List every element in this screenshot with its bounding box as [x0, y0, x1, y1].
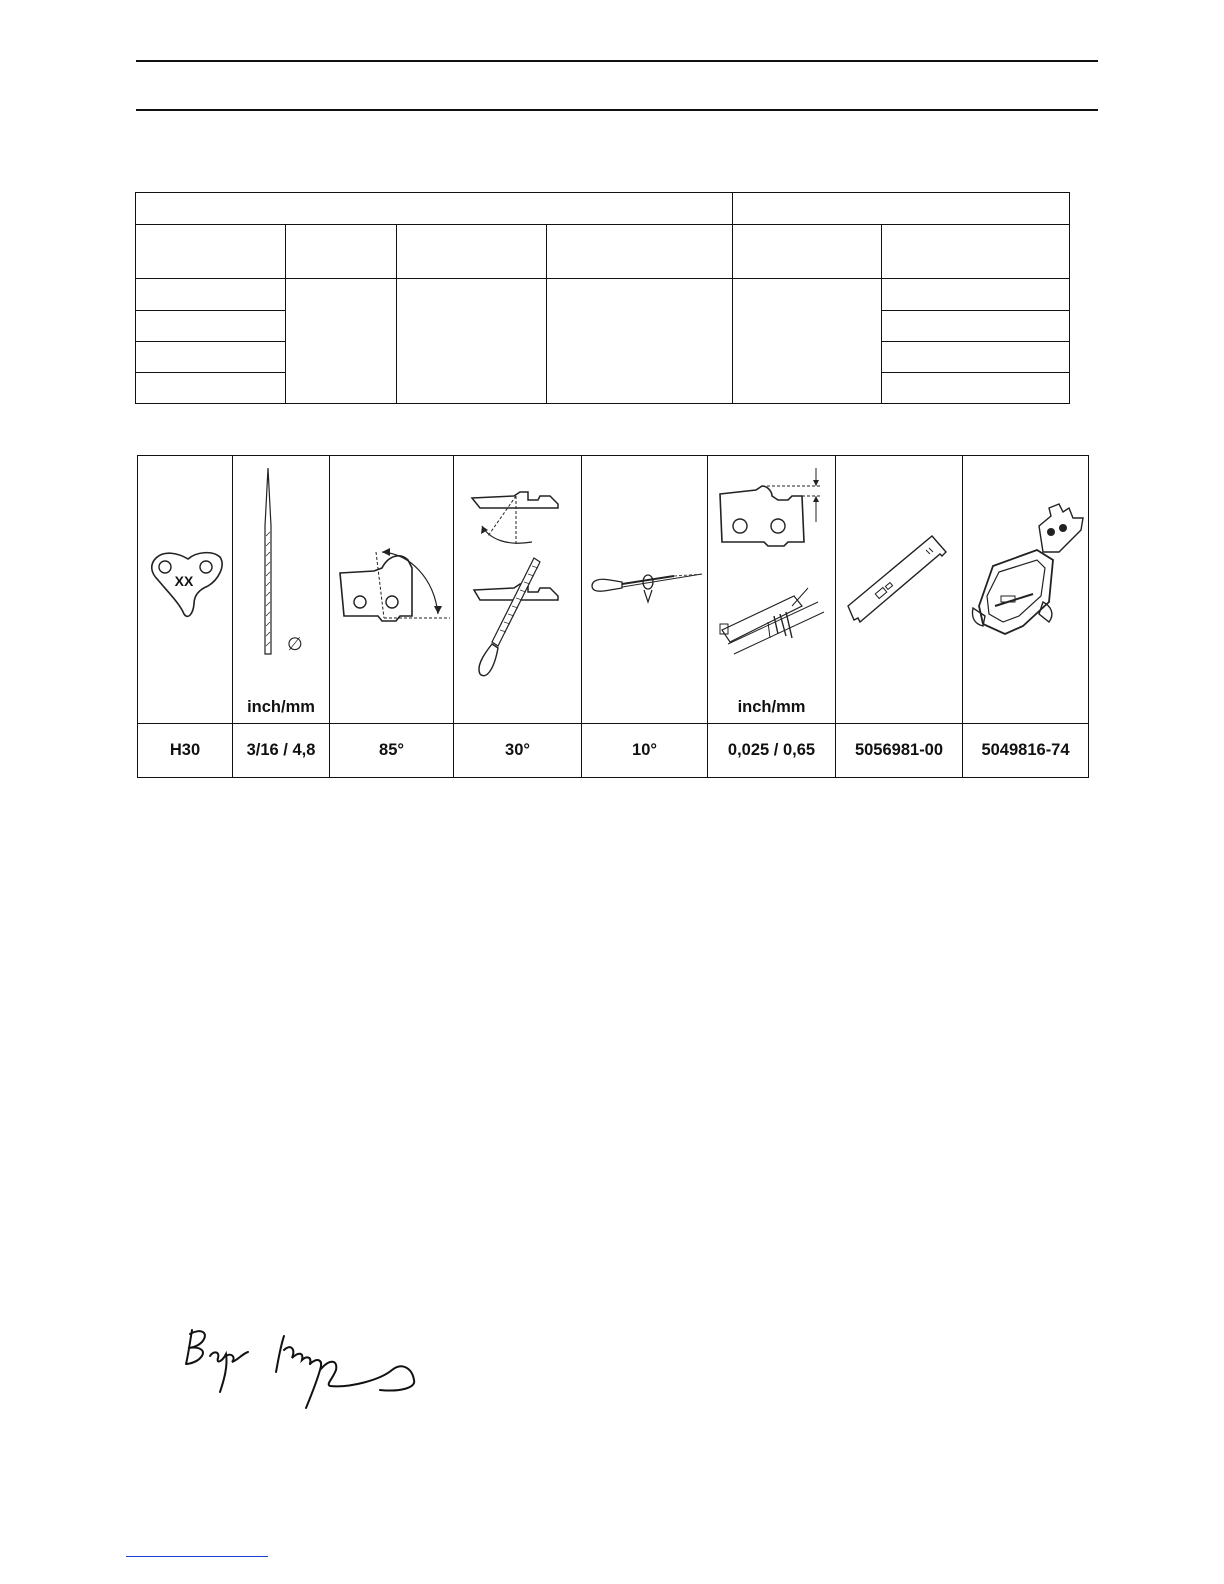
spec-cell — [136, 341, 286, 372]
top-plate-angle-value: 85° — [330, 724, 454, 778]
depth-gauge-cell — [708, 456, 836, 724]
header-rule-bottom — [136, 109, 1098, 111]
file-holder-tilt-icon — [582, 456, 708, 723]
depth-gauge-tool-part-number: 5056981-00 — [836, 724, 963, 778]
chain-marking-cell — [138, 456, 233, 724]
sharpening-table — [137, 455, 1089, 778]
file-diameter-unit: inch/mm — [247, 698, 315, 716]
file-gauge-part-number: 5049816-74 — [963, 724, 1089, 778]
spec-cell — [882, 310, 1070, 341]
chain-marking-icon — [138, 456, 233, 723]
filing-angle-icon — [454, 456, 582, 723]
filing-angle-cell — [454, 456, 582, 724]
spec-cell — [136, 279, 286, 310]
spec-cell — [882, 341, 1070, 372]
file-diameter-value: 3/16 / 4,8 — [233, 724, 330, 778]
depth-gauge-unit: inch/mm — [737, 698, 806, 716]
top-plate-angle-cell — [330, 456, 454, 724]
depth-gauge-setting-value: 0,025 / 0,65 — [708, 724, 836, 778]
spec-col-header — [733, 225, 882, 279]
spec-merged-cell — [397, 279, 547, 404]
top-plate-angle-icon — [330, 456, 454, 723]
spec-col-header — [136, 225, 286, 279]
round-file-icon — [233, 456, 330, 723]
spec-cell — [882, 372, 1070, 403]
spec-merged-cell — [547, 279, 733, 404]
file-diameter-cell — [233, 456, 330, 724]
file-gauge-icon — [963, 456, 1089, 723]
spec-col-header — [397, 225, 547, 279]
spec-merged-cell — [286, 279, 397, 404]
spec-merged-cell — [733, 279, 882, 404]
spec-group-header-left — [136, 193, 733, 225]
file-gauge-cell — [963, 456, 1089, 724]
spec-cell — [136, 372, 286, 403]
header-rule-top — [136, 60, 1098, 62]
spec-table — [135, 192, 1070, 404]
depth-gauge-tool-icon — [836, 456, 963, 723]
depth-gauge-icon — [708, 456, 836, 723]
spec-cell — [882, 279, 1070, 310]
filing-angle-value: 30° — [454, 724, 582, 778]
diameter-symbol: ∅ — [287, 634, 303, 655]
spec-col-header — [286, 225, 397, 279]
file-holder-tilt-cell — [582, 456, 708, 724]
footer-link-underline — [126, 1556, 268, 1557]
signature — [180, 1322, 425, 1414]
depth-gauge-tool-cell — [836, 456, 963, 724]
file-holder-tilt-value: 10° — [582, 724, 708, 778]
spec-col-header — [882, 225, 1070, 279]
spec-cell — [136, 310, 286, 341]
chain-marking-value: H30 — [138, 724, 233, 778]
chain-marking-text: XX — [174, 573, 194, 589]
spec-col-header — [547, 225, 733, 279]
spec-group-header-right — [733, 193, 1070, 225]
